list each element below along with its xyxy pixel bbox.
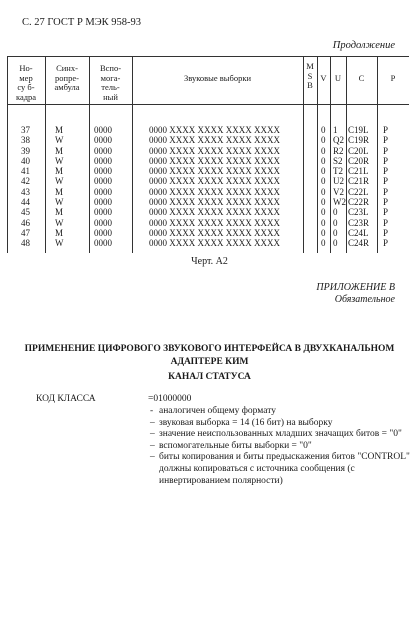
cell-c: C20R <box>348 155 370 166</box>
cell-c: C19L <box>348 125 369 135</box>
note-dash: – <box>150 452 155 463</box>
cell-sync: M <box>55 125 64 135</box>
cell-u: 0 <box>333 207 338 218</box>
table-rule <box>377 56 378 253</box>
cell-sync: W <box>55 176 64 187</box>
cell-v: 0 <box>321 135 326 146</box>
cell-v: 0 <box>321 166 326 177</box>
note-dash: - <box>150 406 154 416</box>
class-code-value: =01000000 <box>148 394 192 404</box>
cell-aux: 0000 <box>94 176 112 187</box>
cell-num: 37 <box>21 125 30 135</box>
cell-num: 44 <box>21 197 30 208</box>
note-text: биты копирования и биты предыскажения битов "CONTROL" должны копироваться с источника сообщения (с инвертированием полярности) <box>159 452 410 486</box>
page-header: С. 27 ГОСТ Р МЭК 958-93 <box>22 17 142 28</box>
cell-p: P <box>383 207 389 218</box>
cell-v: 0 <box>321 197 326 208</box>
cell-p: P <box>383 197 389 208</box>
cell-v: 0 <box>321 227 326 238</box>
cell-sync: W <box>55 155 64 166</box>
section-title-text: ПРИМЕНЕНИЕ ЦИФРОВОГО ЗВУКОВОГО ИНТЕРФЕЙСА В ДВУХКАНАЛЬНОМ АДАПТЕРЕ КИМ <box>24 344 395 367</box>
header-v: V <box>320 73 327 83</box>
cell-c: C24L <box>348 227 369 238</box>
note-item <box>150 429 412 441</box>
column-audio-samples <box>149 125 280 249</box>
column-channel-status <box>348 125 369 249</box>
cell-p: P <box>383 135 389 146</box>
cell-p: P <box>383 227 389 238</box>
cell-sync: M <box>55 227 64 238</box>
cell-v: 0 <box>321 176 326 187</box>
note-text: звуковая выборка = 14 (16 бит) на выборку <box>159 417 333 428</box>
cell-v: 0 <box>321 155 326 166</box>
cell-audio: 0000 XXXX XXXX XXXX XXXX <box>149 166 280 177</box>
cell-c: C24R <box>348 238 370 249</box>
cell-p: P <box>383 145 389 156</box>
cell-u: R2 <box>333 145 344 156</box>
cell-u: 0 <box>333 238 338 249</box>
note-item <box>150 441 412 453</box>
table-rule <box>330 56 331 253</box>
cell-sync: W <box>55 238 64 249</box>
note-item <box>150 406 412 418</box>
note-item <box>150 452 412 487</box>
cell-num: 46 <box>21 217 30 228</box>
cell-num: 40 <box>21 155 30 166</box>
cell-c: C19R <box>348 135 370 146</box>
cell-aux: 0000 <box>94 207 112 218</box>
column-auxiliary <box>94 125 112 249</box>
cell-sync: M <box>55 186 64 197</box>
class-code-label: КОД КЛАССА <box>36 394 96 404</box>
cell-num: 48 <box>21 238 30 249</box>
cell-u: 0 <box>333 227 338 238</box>
cell-v: 0 <box>321 125 326 135</box>
cell-u: Q2 <box>333 135 344 146</box>
cell-u: T2 <box>333 166 343 177</box>
cell-u: 1 <box>333 125 338 135</box>
cell-audio: 0000 XXXX XXXX XXXX XXXX <box>149 238 280 249</box>
table-rule <box>132 56 133 253</box>
cell-sync: M <box>55 145 64 156</box>
note-dash: – <box>150 417 155 428</box>
column-sync-preamble <box>55 125 64 249</box>
cell-aux: 0000 <box>94 166 112 177</box>
column-user-data <box>333 125 346 249</box>
cell-audio: 0000 XXXX XXXX XXXX XXXX <box>149 145 280 156</box>
column-parity <box>383 125 388 249</box>
cell-sync: M <box>55 166 64 177</box>
cell-sync: W <box>55 217 64 228</box>
column-validity <box>321 125 326 249</box>
header-sync-preamble: Синх- ропре- амбула <box>54 63 80 92</box>
cell-aux: 0000 <box>94 125 112 135</box>
cell-p: P <box>383 166 389 177</box>
cell-c: C20L <box>348 145 369 156</box>
cell-num: 43 <box>21 186 30 197</box>
cell-c: C21R <box>348 176 370 187</box>
cell-aux: 0000 <box>94 186 112 197</box>
cell-num: 42 <box>21 176 30 187</box>
section-subtitle: КАНАЛ СТАТУСА <box>168 372 251 382</box>
header-u: U <box>334 73 342 83</box>
cell-c: C22R <box>348 197 370 208</box>
cell-u: S2 <box>333 155 343 166</box>
subframe-table <box>7 56 409 253</box>
cell-u: W2 <box>333 197 346 208</box>
cell-audio: 0000 XXXX XXXX XXXX XXXX <box>149 227 280 238</box>
cell-u: 0 <box>333 217 338 228</box>
cell-v: 0 <box>321 207 326 218</box>
cell-audio: 0000 XXXX XXXX XXXX XXXX <box>149 155 280 166</box>
cell-audio: 0000 XXXX XXXX XXXX XXXX <box>149 217 280 228</box>
cell-num: 45 <box>21 207 30 218</box>
cell-aux: 0000 <box>94 227 112 238</box>
column-frame-number <box>21 125 30 249</box>
note-item <box>150 418 412 430</box>
cell-c: C23R <box>348 217 370 228</box>
cell-num: 41 <box>21 166 30 177</box>
table-border-top <box>7 56 409 57</box>
cell-sync: W <box>55 197 64 208</box>
cell-v: 0 <box>321 145 326 156</box>
header-frame-number: Но- мер су б- кадра <box>15 63 37 102</box>
cell-p: P <box>383 186 389 197</box>
table-header-rule <box>7 104 409 105</box>
class-notes-list <box>150 406 412 487</box>
table-rule <box>317 56 318 253</box>
note-dash: – <box>150 429 155 440</box>
appendix-label: ПРИЛОЖЕНИЕ В <box>316 282 395 293</box>
table-rule <box>346 56 347 253</box>
cell-aux: 0000 <box>94 217 112 228</box>
cell-c: C23L <box>348 207 369 218</box>
cell-p: P <box>383 155 389 166</box>
cell-audio: 0000 XXXX XXXX XXXX XXXX <box>149 186 280 197</box>
figure-caption: Черт. А2 <box>191 256 228 267</box>
note-text: аналогичен общему формату <box>159 406 276 416</box>
cell-p: P <box>383 217 389 228</box>
header-auxiliary: Вспо- мога- тель- ный <box>99 63 122 102</box>
cell-p: P <box>383 176 389 187</box>
cell-audio: 0000 XXXX XXXX XXXX XXXX <box>149 176 280 187</box>
cell-audio: 0000 XXXX XXXX XXXX XXXX <box>149 207 280 218</box>
cell-u: U2 <box>333 176 344 187</box>
note-text: вспомогательные биты выборки = "0" <box>159 440 312 451</box>
header-c: C <box>358 73 365 83</box>
continuation-label: Продолжение <box>332 40 395 51</box>
note-dash: – <box>150 440 155 451</box>
cell-u: V2 <box>333 186 344 197</box>
cell-sync: M <box>55 207 64 218</box>
header-msb: M S B <box>306 61 314 90</box>
cell-c: C21L <box>348 166 369 177</box>
cell-num: 38 <box>21 135 30 146</box>
cell-aux: 0000 <box>94 197 112 208</box>
cell-aux: 0000 <box>94 145 112 156</box>
cell-p: P <box>383 238 389 249</box>
cell-num: 39 <box>21 145 30 156</box>
cell-num: 47 <box>21 227 30 238</box>
cell-aux: 0000 <box>94 155 112 166</box>
cell-p: P <box>383 125 389 135</box>
cell-aux: 0000 <box>94 135 112 146</box>
note-text: значение неиспользованных младших значащих битов = "0" <box>159 429 402 440</box>
appendix-type: Обязательное <box>334 294 395 305</box>
cell-audio: 0000 XXXX XXXX XXXX XXXX <box>149 135 280 146</box>
header-p: P <box>390 73 396 83</box>
cell-sync: W <box>55 135 64 146</box>
cell-audio: 0000 XXXX XXXX XXXX XXXX <box>149 125 280 135</box>
cell-v: 0 <box>321 186 326 197</box>
cell-c: C22L <box>348 186 369 197</box>
header-audio-samples: Звуковые выборки <box>183 73 252 83</box>
cell-v: 0 <box>321 217 326 228</box>
cell-audio: 0000 XXXX XXXX XXXX XXXX <box>149 197 280 208</box>
cell-v: 0 <box>321 238 326 249</box>
cell-aux: 0000 <box>94 238 112 249</box>
section-title <box>0 343 419 368</box>
